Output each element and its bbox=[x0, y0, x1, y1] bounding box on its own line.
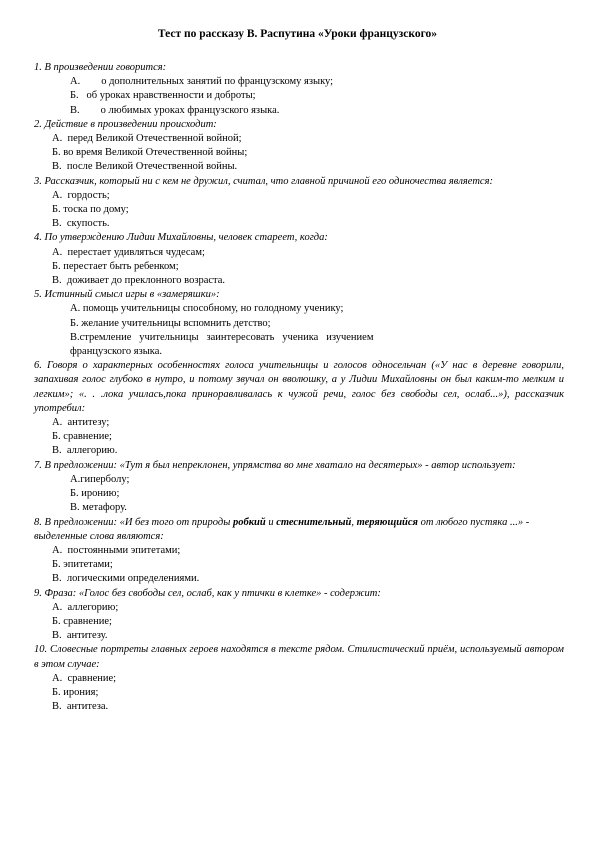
question-5: 5. Истинный смысл игры в «замеряшки»: bbox=[34, 289, 220, 301]
answer-option-continuation: французского языка. bbox=[70, 346, 163, 358]
question-text: от любого пустяка ...» - выделенные слова являются: bbox=[34, 516, 530, 542]
highlighted-word: теряющийся bbox=[356, 516, 418, 528]
question-text: и bbox=[265, 516, 277, 528]
answer-option: Б. во время Великой Отечественной войны; bbox=[52, 147, 248, 159]
answer-option: Б. ирония; bbox=[52, 686, 99, 698]
answer-option: Б. желание учительницы вспомнить детство; bbox=[70, 317, 271, 329]
answer-option: А. помощь учительницы способному, но голодному ученику; bbox=[70, 303, 344, 315]
answer-option: Б. тоска по дому; bbox=[52, 204, 129, 216]
question-9: 9. Фраза: «Голос без свободы сел, ослаб, как у птички в клетке» - содержит: bbox=[34, 587, 381, 599]
answer-option: Б. об уроках нравственности и доброты; bbox=[70, 90, 256, 102]
question-text: 8. В предложении: «И без того от природы bbox=[34, 516, 233, 528]
answer-option: Б. эпитетами; bbox=[52, 559, 113, 571]
answer-option: В. антитезу. bbox=[52, 630, 108, 642]
answer-option: В. после Великой Отечественной войны. bbox=[52, 161, 238, 173]
answer-option: А. гордость; bbox=[52, 189, 110, 201]
question-8 bbox=[34, 516, 564, 544]
answer-option: В.стремление учительницы заинтересовать ученика изучением bbox=[70, 331, 374, 343]
answer-option: А. сравнение; bbox=[52, 672, 117, 684]
question-3: 3. Рассказчик, который ни с кем не дружил, считал, что главной причиной его одиночества является: bbox=[34, 175, 493, 187]
answer-option: В. скупость. bbox=[52, 218, 110, 230]
answer-option: А. перестает удивляться чудесам; bbox=[52, 246, 205, 258]
highlighted-word: стеснительный bbox=[276, 516, 352, 528]
answer-option: А. о дополнительных занятий по французскому языку; bbox=[70, 76, 334, 88]
answer-option: Б. сравнение; bbox=[52, 615, 112, 627]
highlighted-word: робкий bbox=[232, 516, 266, 528]
question-7: 7. В предложении: «Тут я был непреклонен, упрямства во мне хватало на десятерых» - автор использует: bbox=[34, 459, 516, 471]
question-6: 6. Говоря о характерных особенностях голоса учительницы и голосов односельчан («У нас в деревне говорили, запахивая голос глубоко в нутро, и потому звучал он вволюшку, а у Лидии Михайловны он был каким-то мелким и легким»; «. . .лока училась,пока приноравливалась к чужой речи, голос без свободы сел, ослаб...»), рассказчик употребил: bbox=[34, 360, 564, 414]
question-10: 10. Словесные портреты главных героев находятся в тексте рядом. Стилистический приём, используемый автором в этом случае: bbox=[34, 644, 564, 670]
answer-option: В. о любимых уроках французского языка. bbox=[70, 104, 280, 116]
answer-option: В. аллегорию. bbox=[52, 445, 118, 457]
answer-option: В. логическими определениями. bbox=[52, 573, 200, 585]
answer-option: А.гиперболу; bbox=[70, 473, 130, 485]
test-content bbox=[34, 61, 564, 714]
answer-option: В. метафору. bbox=[70, 502, 127, 514]
answer-option: В. антитеза. bbox=[52, 701, 109, 713]
question-text: , bbox=[351, 516, 357, 528]
answer-option: А. аллегорию; bbox=[52, 601, 119, 613]
question-2: 2. Действие в произведении происходит: bbox=[34, 118, 217, 130]
answer-option: Б. сравнение; bbox=[52, 431, 112, 443]
question-4: 4. По утверждению Лидии Михайловны, человек стареет, когда: bbox=[34, 232, 328, 244]
answer-option: А. перед Великой Отечественной войной; bbox=[52, 133, 242, 145]
answer-option: Б. иронию; bbox=[70, 488, 120, 500]
question-1: 1. В произведении говорится: bbox=[34, 62, 167, 73]
page-title: Тест по рассказу В. Распутина «Уроки французского» bbox=[157, 28, 438, 40]
answer-option: В. доживает до преклонного возраста. bbox=[52, 275, 226, 287]
answer-option: Б. перестает быть ребенком; bbox=[52, 260, 179, 272]
answer-option: А. постоянными эпитетами; bbox=[52, 544, 181, 556]
answer-option: А. антитезу; bbox=[52, 417, 110, 429]
